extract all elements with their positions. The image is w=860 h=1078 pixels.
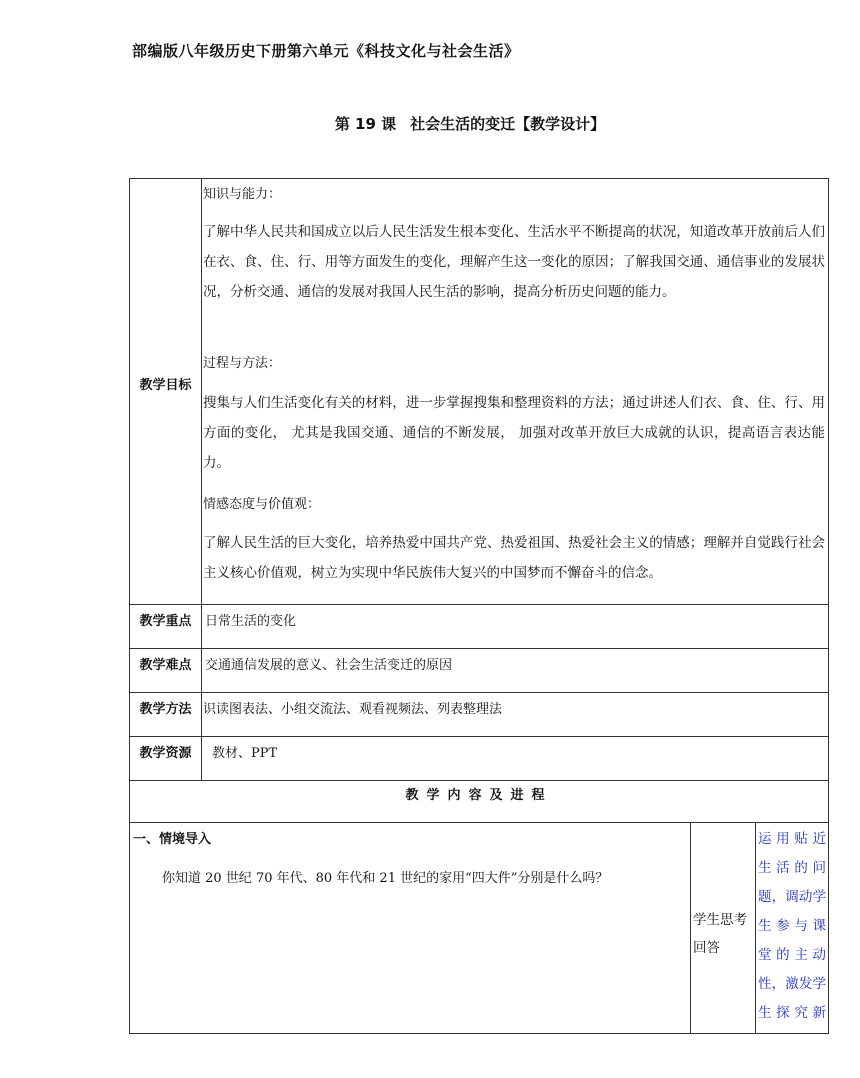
intro-question: 你知道 20 世纪 70 年代、80 年代和 21 世纪的家用“四大件”分别是什么吗？ (162, 871, 609, 886)
design-note-line: 性，激发学 (758, 976, 826, 992)
focus-label: 教学重点 (139, 614, 192, 629)
table-rule (129, 822, 829, 823)
method-value: 识读图表法、小组交流法、观看视频法、列表整理法 (203, 702, 503, 717)
knowledge-text: 了解中华人民共和国成立以后人民生活发生根本变化、生活水平不断提高的状况，知道改革开放前后人们在衣、食、住、行、用等方面发生的变化，理解产生这一变化的原因；了解我国交通、通信事业的发展状况，分析交通、通信的发展对我国人民生活的影响，提高分析历史问题的能力。 (203, 224, 825, 300)
design-note-line: 运用贴近 (758, 831, 826, 847)
document-header: 部编版八年级历史下册第六单元《科技文化与社会生活》 (132, 42, 520, 60)
table-rule (755, 822, 756, 1034)
table-rule (129, 692, 829, 693)
table-rule (129, 604, 829, 605)
design-note-line: 堂的主动 (758, 947, 826, 963)
process-header: 教学内容及进程 (405, 788, 553, 803)
student-activity: 学生思考回答 (693, 912, 747, 956)
process-text: 搜集与人们生活变化有关的材料，进一步掌握搜集和整理资料的方法；通过讲述人们衣、食、住、行、用方面的变化， 尤其是我国交通、通信的不断发展， 加强对改革开放巨大成就的认识，提高语言表达能力。 (203, 395, 825, 471)
focus-value: 日常生活的变化 (205, 614, 297, 629)
design-note-line: 生探究新 (758, 1005, 826, 1021)
design-note-line: 生参与课 (758, 918, 826, 934)
table-rule (129, 780, 829, 781)
design-note-line: 题，调动学 (758, 889, 826, 905)
table-rule (129, 736, 829, 737)
objectives-label: 教学目标 (139, 378, 192, 393)
method-label: 教学方法 (139, 702, 192, 717)
lesson-number: 第 19 课 (334, 115, 397, 133)
process-title: 过程与方法： (203, 356, 282, 371)
difficulty-value: 交通通信发展的意义、社会生活变迁的原因 (205, 658, 453, 673)
table-rule (129, 648, 829, 649)
emotion-title: 情感态度与价值观： (203, 497, 321, 512)
table-rule (201, 178, 202, 780)
design-note-line: 生活的问 (758, 860, 826, 876)
difficulty-label: 教学难点 (139, 658, 192, 673)
table-rule (690, 822, 691, 1034)
emotion-text: 了解人民生活的巨大变化，培养热爱中国共产党、热爱祖国、热爱社会主义的情感；理解并自觉践行社会主义核心价值观，树立为实现中华民族伟大复兴的中国梦而不懈奋斗的信念。 (203, 535, 825, 581)
resource-label: 教学资源 (139, 746, 192, 761)
lesson-title (0, 113, 860, 134)
design-note (758, 825, 826, 1028)
section-title: 一、情境导入 (133, 832, 212, 847)
knowledge-title: 知识与能力： (203, 187, 282, 202)
lesson-name: 社会生活的变迁【教学设计】 (410, 115, 606, 133)
resource-value: 教材、PPT (212, 746, 278, 761)
